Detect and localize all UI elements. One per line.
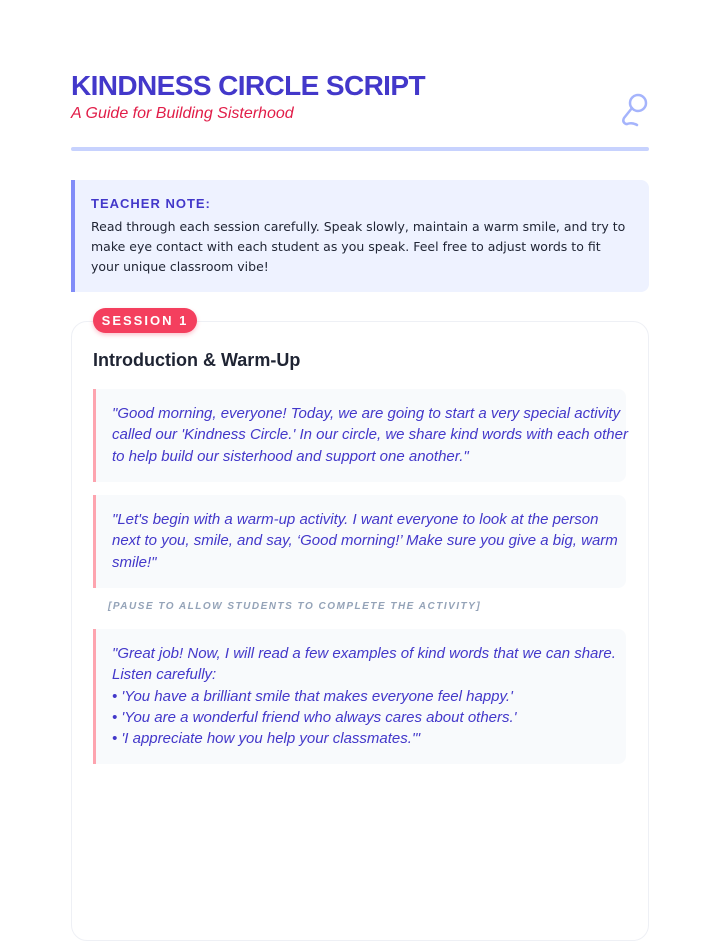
script-line: "Great job! Now, I will read a few examples of kind words that we can share. — [112, 645, 616, 662]
example-item: • 'You are a wonderful friend who always cares about others.' — [112, 708, 517, 726]
microphone-icon — [619, 92, 649, 128]
teacher-note-body: Read through each session carefully. Speak slowly, maintain a warm smile, and try to make eye contact with each student as you speak. Feel free to adjust words to fit your unique classroom vibe! — [91, 219, 626, 274]
script-line: "Good morning, everyone! Today, we are going to start a very special activity — [112, 405, 621, 422]
example-item: • 'I appreciate how you help your classmates.'" — [112, 730, 421, 748]
script-line: next to you, smile, and say, ‘Good morning!’ Make sure you give a big, warm — [112, 532, 618, 550]
header-divider — [71, 147, 649, 151]
session-title: Introduction & Warm-Up — [93, 350, 301, 370]
teacher-note — [71, 180, 649, 292]
script-line: "Let's begin with a warm-up activity. I want everyone to look at the person — [112, 511, 599, 528]
teacher-note-label: TEACHER NOTE: — [91, 196, 211, 211]
stage-direction: [PAUSE TO ALLOW STUDENTS TO COMPLETE THE ACTIVITY] — [108, 601, 482, 612]
script-block — [93, 389, 626, 482]
script-line: Listen carefully: — [112, 666, 217, 684]
session-badge: SESSION 1 — [93, 308, 197, 333]
header — [71, 70, 649, 130]
page-subtitle: A Guide for Building Sisterhood — [71, 105, 294, 122]
script-block — [93, 495, 626, 588]
page-title: KINDNESS CIRCLE SCRIPT — [71, 70, 425, 101]
script-line: smile!" — [112, 553, 157, 571]
examples-block — [93, 629, 626, 764]
example-item: • 'You have a brilliant smile that makes everyone feel happy.' — [112, 687, 513, 705]
script-line: to help build our sisterhood and support one another." — [112, 447, 469, 465]
script-line: called our 'Kindness Circle.' In our circle, we share kind words with each other — [112, 426, 628, 444]
